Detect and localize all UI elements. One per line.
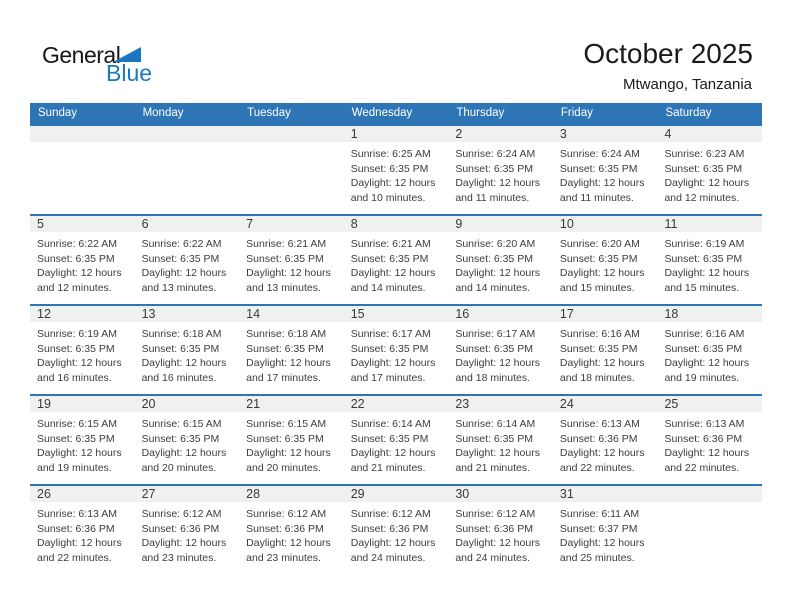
day-cell-26 — [30, 486, 135, 574]
daylight-text: Daylight: 12 hours — [350, 177, 436, 190]
day-details — [30, 502, 135, 565]
day-number: 29 — [344, 486, 449, 502]
day-cell-5 — [30, 216, 135, 304]
day-number: 27 — [135, 486, 240, 502]
sunrise-text: Sunrise: 6:20 AM — [559, 238, 640, 250]
daylight-text: Daylight: 12 hours — [141, 357, 227, 370]
day-number: 11 — [657, 216, 762, 232]
day-cell-18 — [657, 306, 762, 394]
daylight-text: Daylight: 12 hours — [559, 177, 645, 190]
day-details — [344, 142, 449, 205]
day-number — [135, 126, 240, 142]
daylight-text-continued: and 11 minutes. — [559, 191, 634, 204]
day-number — [239, 126, 344, 142]
day-number: 8 — [344, 216, 449, 232]
day-cell-21 — [239, 396, 344, 484]
day-cell-13 — [135, 306, 240, 394]
day-details — [553, 502, 658, 565]
day-cell-25 — [657, 396, 762, 484]
logo-text-blue: Blue — [106, 60, 153, 86]
day-number: 7 — [239, 216, 344, 232]
calendar-table — [30, 103, 762, 574]
day-details — [30, 412, 135, 475]
weekday-label-monday: Monday — [142, 107, 184, 119]
daylight-text-continued: and 22 minutes. — [559, 461, 635, 474]
day-number: 23 — [448, 396, 553, 412]
daylight-text-continued: and 10 minutes. — [350, 191, 426, 204]
daylight-text: Daylight: 12 hours — [37, 447, 122, 460]
day-cell-4 — [657, 126, 762, 214]
day-details — [344, 502, 449, 565]
sunrise-text: Sunrise: 6:12 AM — [141, 508, 222, 520]
day-number: 9 — [448, 216, 553, 232]
daylight-text: Daylight: 12 hours — [455, 357, 540, 370]
weekday-label-sunday: Sunday — [38, 107, 78, 119]
day-details — [344, 322, 449, 385]
daylight-text-continued: and 23 minutes. — [141, 551, 217, 564]
day-cell-8 — [344, 216, 449, 304]
week-row — [30, 484, 762, 574]
day-details — [239, 322, 344, 385]
day-details — [239, 502, 344, 565]
day-number: 26 — [30, 486, 135, 502]
sunrise-text: Sunrise: 6:12 AM — [350, 508, 431, 520]
day-cell-2 — [448, 126, 553, 214]
sunset-text: Sunset: 6:35 PM — [37, 252, 115, 265]
day-number: 19 — [30, 396, 135, 412]
day-cell-11 — [657, 216, 762, 304]
day-details — [448, 322, 553, 385]
day-cell-9 — [448, 216, 553, 304]
daylight-text: Daylight: 12 hours — [141, 267, 227, 280]
sunrise-text: Sunrise: 6:23 AM — [664, 148, 745, 160]
day-details — [30, 232, 135, 295]
sunrise-text: Sunrise: 6:13 AM — [664, 418, 745, 430]
sunset-text: Sunset: 6:36 PM — [664, 432, 743, 445]
day-number: 4 — [657, 126, 762, 142]
daylight-text-continued: and 19 minutes. — [664, 371, 740, 384]
empty-day-cell — [30, 126, 135, 214]
weekday-label-thursday: Thursday — [456, 107, 505, 119]
day-number: 16 — [448, 306, 553, 322]
day-cell-19 — [30, 396, 135, 484]
sunrise-text: Sunrise: 6:18 AM — [246, 328, 327, 340]
sunrise-text: Sunrise: 6:21 AM — [350, 238, 431, 250]
sunset-text: Sunset: 6:35 PM — [455, 252, 533, 265]
daylight-text-continued: and 16 minutes. — [37, 371, 112, 384]
day-details — [135, 322, 240, 385]
day-number: 24 — [553, 396, 658, 412]
daylight-text-continued: and 24 minutes. — [455, 551, 531, 564]
calendar-grid — [30, 124, 762, 574]
day-number: 15 — [344, 306, 449, 322]
day-details — [30, 322, 135, 385]
day-number: 22 — [344, 396, 449, 412]
daylight-text: Daylight: 12 hours — [350, 357, 436, 370]
day-cell-24 — [553, 396, 658, 484]
sunrise-text: Sunrise: 6:22 AM — [141, 238, 222, 250]
sunset-text: Sunset: 6:35 PM — [350, 252, 429, 265]
day-number: 6 — [135, 216, 240, 232]
weekday-label-friday: Friday — [560, 107, 593, 119]
day-details — [657, 232, 762, 295]
daylight-text-continued: and 20 minutes. — [246, 461, 321, 474]
day-cell-6 — [135, 216, 240, 304]
empty-day-cell — [135, 126, 240, 214]
day-number: 28 — [239, 486, 344, 502]
daylight-text: Daylight: 12 hours — [246, 267, 331, 280]
daylight-text-continued: and 15 minutes. — [664, 281, 740, 294]
day-details — [135, 502, 240, 565]
daylight-text-continued: and 21 minutes. — [455, 461, 531, 474]
sunset-text: Sunset: 6:37 PM — [559, 522, 638, 535]
day-details — [657, 322, 762, 385]
day-details — [135, 412, 240, 475]
daylight-text: Daylight: 12 hours — [37, 357, 122, 370]
daylight-text: Daylight: 12 hours — [141, 537, 227, 550]
sunrise-text: Sunrise: 6:20 AM — [455, 238, 536, 250]
daylight-text: Daylight: 12 hours — [559, 537, 645, 550]
sunset-text: Sunset: 6:36 PM — [37, 522, 115, 535]
week-row — [30, 304, 762, 394]
daylight-text-continued: and 15 minutes. — [559, 281, 635, 294]
daylight-text-continued: and 23 minutes. — [246, 551, 321, 564]
daylight-text: Daylight: 12 hours — [559, 447, 645, 460]
daylight-text-continued: and 22 minutes. — [37, 551, 112, 564]
day-number: 5 — [30, 216, 135, 232]
sunset-text: Sunset: 6:35 PM — [455, 432, 533, 445]
sunset-text: Sunset: 6:35 PM — [246, 252, 324, 265]
weekday-label-tuesday: Tuesday — [247, 107, 291, 119]
daylight-text-continued: and 24 minutes. — [350, 551, 426, 564]
sunrise-text: Sunrise: 6:19 AM — [37, 328, 117, 340]
day-details — [553, 142, 658, 205]
sunset-text: Sunset: 6:35 PM — [350, 342, 429, 355]
daylight-text-continued: and 14 minutes. — [350, 281, 426, 294]
sunrise-text: Sunrise: 6:15 AM — [246, 418, 327, 430]
sunset-text: Sunset: 6:35 PM — [350, 162, 429, 175]
day-cell-27 — [135, 486, 240, 574]
sunset-text: Sunset: 6:35 PM — [37, 432, 115, 445]
sunset-text: Sunset: 6:35 PM — [455, 162, 533, 175]
day-details — [135, 232, 240, 295]
day-number: 1 — [344, 126, 449, 142]
daylight-text-continued: and 18 minutes. — [455, 371, 531, 384]
daylight-text: Daylight: 12 hours — [141, 447, 227, 460]
daylight-text: Daylight: 12 hours — [664, 447, 750, 460]
daylight-text: Daylight: 12 hours — [246, 357, 331, 370]
day-details — [448, 412, 553, 475]
day-number: 3 — [553, 126, 658, 142]
day-number: 30 — [448, 486, 553, 502]
sunrise-text: Sunrise: 6:11 AM — [559, 508, 640, 520]
day-details — [553, 322, 658, 385]
day-details — [448, 502, 553, 565]
sunrise-text: Sunrise: 6:16 AM — [559, 328, 640, 340]
sunset-text: Sunset: 6:35 PM — [559, 342, 638, 355]
sunrise-text: Sunrise: 6:14 AM — [455, 418, 536, 430]
sunrise-text: Sunrise: 6:12 AM — [246, 508, 327, 520]
daylight-text: Daylight: 12 hours — [559, 357, 645, 370]
day-number: 25 — [657, 396, 762, 412]
daylight-text: Daylight: 12 hours — [559, 267, 645, 280]
day-number: 17 — [553, 306, 658, 322]
sunrise-text: Sunrise: 6:21 AM — [246, 238, 327, 250]
daylight-text-continued: and 18 minutes. — [559, 371, 635, 384]
day-cell-1 — [344, 126, 449, 214]
day-number: 12 — [30, 306, 135, 322]
sunrise-text: Sunrise: 6:16 AM — [664, 328, 745, 340]
empty-day-cell — [657, 486, 762, 574]
weekday-label-saturday: Saturday — [665, 107, 712, 119]
sunset-text: Sunset: 6:35 PM — [246, 432, 324, 445]
sunset-text: Sunset: 6:35 PM — [559, 162, 638, 175]
sunrise-text: Sunrise: 6:17 AM — [350, 328, 431, 340]
daylight-text-continued: and 14 minutes. — [455, 281, 531, 294]
day-details — [448, 142, 553, 205]
weekday-label-wednesday: Wednesday — [351, 107, 413, 119]
daylight-text: Daylight: 12 hours — [350, 447, 436, 460]
day-cell-3 — [553, 126, 658, 214]
day-cell-7 — [239, 216, 344, 304]
day-cell-22 — [344, 396, 449, 484]
daylight-text-continued: and 21 minutes. — [350, 461, 426, 474]
day-details — [657, 142, 762, 205]
sunset-text: Sunset: 6:35 PM — [664, 342, 743, 355]
sunrise-text: Sunrise: 6:24 AM — [455, 148, 536, 160]
sunrise-text: Sunrise: 6:25 AM — [350, 148, 431, 160]
daylight-text-continued: and 22 minutes. — [664, 461, 740, 474]
daylight-text: Daylight: 12 hours — [664, 357, 750, 370]
sunset-text: Sunset: 6:35 PM — [664, 162, 743, 175]
daylight-text: Daylight: 12 hours — [246, 537, 331, 550]
day-number: 13 — [135, 306, 240, 322]
daylight-text: Daylight: 12 hours — [350, 267, 436, 280]
daylight-text: Daylight: 12 hours — [350, 537, 436, 550]
daylight-text: Daylight: 12 hours — [455, 537, 540, 550]
sunset-text: Sunset: 6:35 PM — [664, 252, 743, 265]
sunset-text: Sunset: 6:36 PM — [141, 522, 220, 535]
daylight-text: Daylight: 12 hours — [37, 267, 122, 280]
day-number: 20 — [135, 396, 240, 412]
day-details — [448, 232, 553, 295]
daylight-text: Daylight: 12 hours — [455, 267, 540, 280]
day-number — [657, 486, 762, 502]
empty-day-cell — [239, 126, 344, 214]
day-number: 21 — [239, 396, 344, 412]
daylight-text-continued: and 19 minutes. — [37, 461, 112, 474]
daylight-text: Daylight: 12 hours — [664, 267, 750, 280]
weekday-header-row — [30, 103, 762, 124]
sunset-text: Sunset: 6:35 PM — [141, 342, 220, 355]
sunset-text: Sunset: 6:35 PM — [455, 342, 533, 355]
day-cell-14 — [239, 306, 344, 394]
sunset-text: Sunset: 6:35 PM — [559, 252, 638, 265]
day-cell-23 — [448, 396, 553, 484]
daylight-text-continued: and 12 minutes. — [37, 281, 112, 294]
day-cell-10 — [553, 216, 658, 304]
day-cell-16 — [448, 306, 553, 394]
sunset-text: Sunset: 6:35 PM — [37, 342, 115, 355]
sunrise-text: Sunrise: 6:24 AM — [559, 148, 640, 160]
sunset-text: Sunset: 6:35 PM — [246, 342, 324, 355]
sunrise-text: Sunrise: 6:15 AM — [37, 418, 117, 430]
sunrise-text: Sunrise: 6:19 AM — [664, 238, 745, 250]
daylight-text-continued: and 17 minutes. — [246, 371, 321, 384]
daylight-text: Daylight: 12 hours — [455, 177, 540, 190]
sunrise-text: Sunrise: 6:13 AM — [37, 508, 117, 520]
daylight-text-continued: and 12 minutes. — [664, 191, 740, 204]
daylight-text-continued: and 13 minutes. — [246, 281, 321, 294]
day-number: 10 — [553, 216, 658, 232]
day-details — [553, 232, 658, 295]
page-title: October 2025 — [583, 38, 753, 69]
week-row — [30, 124, 762, 214]
week-row — [30, 394, 762, 484]
sunrise-text: Sunrise: 6:17 AM — [455, 328, 536, 340]
day-details — [553, 412, 658, 475]
sunrise-text: Sunrise: 6:22 AM — [37, 238, 117, 250]
sunrise-text: Sunrise: 6:12 AM — [455, 508, 536, 520]
day-details — [657, 412, 762, 475]
day-cell-12 — [30, 306, 135, 394]
day-cell-31 — [553, 486, 658, 574]
day-number: 2 — [448, 126, 553, 142]
daylight-text-continued: and 25 minutes. — [559, 551, 635, 564]
day-cell-28 — [239, 486, 344, 574]
daylight-text: Daylight: 12 hours — [664, 177, 750, 190]
day-details — [344, 412, 449, 475]
daylight-text-continued: and 17 minutes. — [350, 371, 426, 384]
daylight-text: Daylight: 12 hours — [37, 537, 122, 550]
logo-text-general: General — [42, 42, 121, 68]
sunset-text: Sunset: 6:36 PM — [246, 522, 324, 535]
day-details — [344, 232, 449, 295]
sunset-text: Sunset: 6:36 PM — [455, 522, 533, 535]
day-number: 31 — [553, 486, 658, 502]
general-blue-logo — [42, 44, 162, 89]
sunrise-text: Sunrise: 6:13 AM — [559, 418, 640, 430]
sunset-text: Sunset: 6:35 PM — [350, 432, 429, 445]
day-cell-15 — [344, 306, 449, 394]
daylight-text-continued: and 13 minutes. — [141, 281, 217, 294]
day-number — [30, 126, 135, 142]
day-cell-17 — [553, 306, 658, 394]
daylight-text-continued: and 11 minutes. — [455, 191, 530, 204]
sunset-text: Sunset: 6:36 PM — [559, 432, 638, 445]
day-number: 18 — [657, 306, 762, 322]
sunset-text: Sunset: 6:36 PM — [350, 522, 429, 535]
day-number: 14 — [239, 306, 344, 322]
daylight-text-continued: and 16 minutes. — [141, 371, 217, 384]
day-details — [239, 412, 344, 475]
daylight-text: Daylight: 12 hours — [455, 447, 540, 460]
day-cell-20 — [135, 396, 240, 484]
page-subtitle: Mtwango, Tanzania — [623, 76, 752, 93]
day-cell-29 — [344, 486, 449, 574]
sunrise-text: Sunrise: 6:15 AM — [141, 418, 222, 430]
day-details — [239, 232, 344, 295]
sunset-text: Sunset: 6:35 PM — [141, 252, 220, 265]
sunrise-text: Sunrise: 6:14 AM — [350, 418, 431, 430]
daylight-text-continued: and 20 minutes. — [141, 461, 217, 474]
sunrise-text: Sunrise: 6:18 AM — [141, 328, 222, 340]
day-cell-30 — [448, 486, 553, 574]
week-row — [30, 214, 762, 304]
sunset-text: Sunset: 6:35 PM — [141, 432, 220, 445]
daylight-text: Daylight: 12 hours — [246, 447, 331, 460]
